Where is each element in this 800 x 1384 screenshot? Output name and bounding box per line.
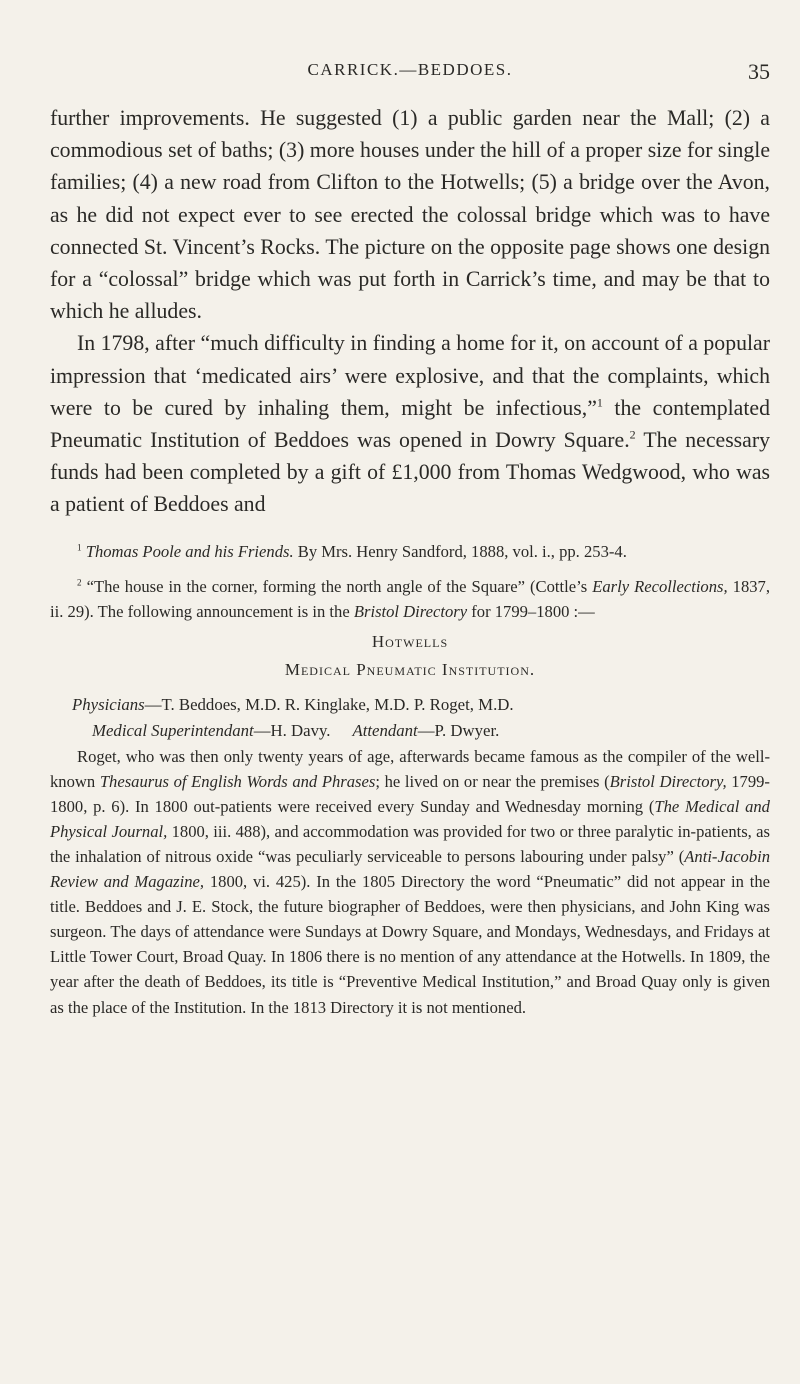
staff-names-physicians: —T. Beddoes, M.D. R. Kinglake, M.D. P. Roget, M.D. <box>144 694 514 714</box>
footnotes <box>50 539 770 1020</box>
roget-text-e: 1800, vi. 425). In the 1805 Directory the word “Pneumatic” did not appear in the title. Beddoes and J. E. Stock, the future biographer of Beddoes, were then physicians, and John King was surgeon. The days of attendance were Sundays at Dowry Square, and Mondays, Wednesdays, and Fridays at Little Tower Court, Broad Quay. In 1806 there is no mention of any attendance at the Hotwells. In 1809, the year after the death of Beddoes, its title is “Preventive Medical Institution,” and Broad Quay only is given as the place of the Institution. In the 1813 Directory it is not mentioned. <box>50 872 770 1017</box>
paragraph-2 <box>50 327 770 520</box>
staff-role-superintendant: Medical Superintendant <box>92 720 254 740</box>
paragraph-2-text-b: the contemplated Pneumatic Institution of Beddoes was opened in Dowry Square. <box>50 395 770 453</box>
paragraph-1-text: further improvements. He suggested (1) a public garden near the Mall; (2) a commodious set of baths; (3) more houses under the hill of a proper size for single families; (4) a new road from Clifton to the Hotwells; (5) a bridge over the Avon, as he did not expect ever to see erected the colossal bridge which was to have connected St. Vincent’s Rocks. The picture on the opposite page shows one design for a “colossal” bridge which was put forth in Carrick’s time, and may be that to which he alludes. <box>50 106 770 324</box>
roget-text-a: Roget, who was then only twenty years of age, afterwards became famous as the compiler of the well-known <box>50 746 770 791</box>
footnote-2-title-2: Bristol Directory <box>353 601 468 621</box>
roget-title-directory: Bristol Directory, <box>609 771 727 791</box>
staff-list <box>50 692 770 744</box>
page-number: 35 <box>748 59 770 84</box>
paragraph-2-text-c: The necessary funds had been completed by a gift of £1,000 from Thomas Wedgwood, who was a patient of Beddoes and <box>50 428 770 517</box>
staff-role-physicians: Physicians <box>72 694 145 714</box>
footnote-ref-2[interactable]: 2 <box>629 427 636 442</box>
footnote-2-title: Early Recollections, <box>592 576 728 596</box>
footnote-2-mark: 2 <box>77 577 82 588</box>
running-head <box>50 60 770 94</box>
roget-text-b: ; he lived on or near the premises ( <box>375 771 610 791</box>
roget-title-journal: The Medical and Physical Journal, <box>50 796 770 841</box>
staff-names-superintendant: —H. Davy. <box>253 720 331 740</box>
footnote-2-continuation <box>50 744 770 1020</box>
footnote-1-title: Thomas Poole and his Friends. <box>85 541 294 561</box>
staff-physicians <box>72 692 770 718</box>
roget-text-c: 1799-1800, p. 6). In 1800 out-patients were received every Sunday and Wednesday morning ( <box>50 771 770 816</box>
footnote-1 <box>50 539 770 564</box>
roget-title-review: Anti-Jacobin Review and Magazine, <box>50 847 770 892</box>
paragraph-2-text-a: In 1798, after “much difficulty in finding a home for it, on account of a popular impression that ‘medicated airs’ were explosive, and that the complaints, which were to be cured by inhaling them, might be infectious,” <box>50 331 770 420</box>
roget-title-thesaurus: Thesaurus of English Words and Phrases <box>99 771 376 791</box>
running-title: CARRICK.—BEDDOES. <box>307 60 513 79</box>
main-text <box>50 102 770 521</box>
book-page <box>50 60 770 1020</box>
paragraph-1 <box>50 102 770 327</box>
staff-role-attendant: Attendant <box>352 720 418 740</box>
announcement-heading-1: Hotwells <box>371 631 449 651</box>
announcement <box>50 628 770 684</box>
footnote-2 <box>50 574 770 624</box>
footnote-1-rest: By Mrs. Henry Sandford, 1888, vol. i., pp. 253-4. <box>293 541 627 561</box>
footnote-2-text-c: for 1799–1800 :— <box>467 601 595 621</box>
staff-superintendant-attendant <box>72 718 770 744</box>
footnote-2-text-b: 1837, ii. 29). The following announcement is in the <box>50 576 770 621</box>
footnote-ref-1[interactable]: 1 <box>596 395 603 410</box>
roget-text-d: 1800, iii. 488), and accommodation was provided for two or three paralytic in-patients, as the inhalation of nitrous oxide “was peculiarly serviceable to persons labouring under palsy” ( <box>50 821 770 867</box>
announcement-heading-2: Medical Pneumatic Institution. <box>284 659 536 679</box>
footnote-2-text-a: “The house in the corner, forming the north angle of the Square” (Cottle’s <box>81 576 593 596</box>
staff-names-attendant: —P. Dwyer. <box>417 720 500 740</box>
footnote-1-mark: 1 <box>77 542 82 553</box>
